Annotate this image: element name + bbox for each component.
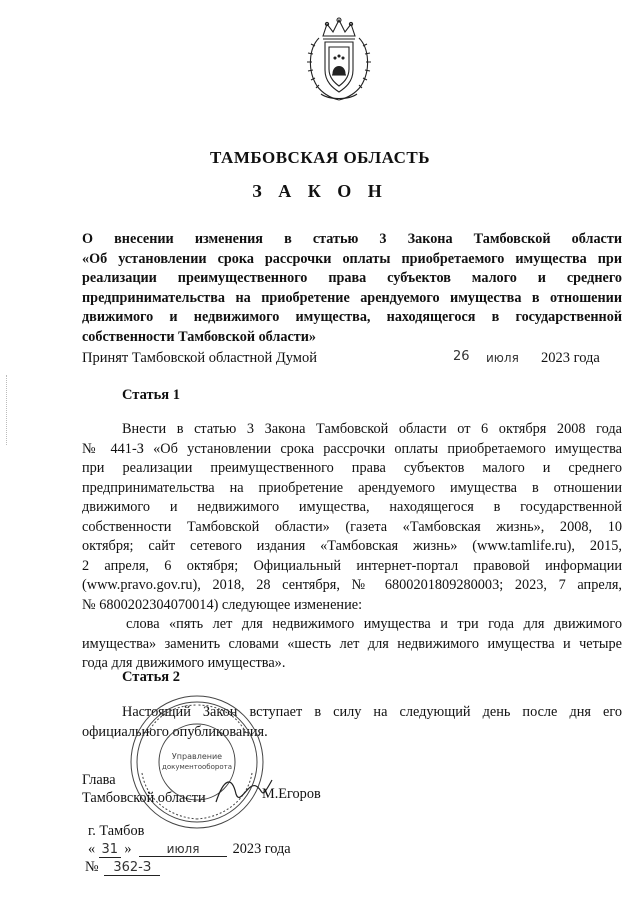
signing-date — [88, 841, 291, 858]
title-line: О внесении изменения в статью 3 Закона Тамбовской области — [82, 231, 622, 247]
change-line: имущества» заменить словами «шесть лет для недвижимого имущества и четыре — [82, 635, 622, 652]
body-line: при реализации преимущественного права субъектов малого и среднего — [82, 460, 622, 476]
title-line: «Об установлении срока рассрочки оплаты приобретаемого имущества при — [82, 250, 622, 267]
article-1-heading: Статья 1 — [122, 387, 180, 403]
body-line: Настоящий Закон вступает в силу на следующий день после дня его — [122, 704, 622, 720]
document-type-heading: З А К О Н — [252, 181, 388, 201]
body-line: собственности Тамбовской области» (газета «Тамбовская жизнь», 2008, 10 — [82, 518, 622, 535]
margin-scan-marks — [6, 375, 11, 445]
coat-of-arms-emblem — [303, 14, 375, 104]
title-line: предпринимательства на приобретение арендуемого имущества в отношении — [82, 289, 622, 306]
body-line: движимого и недвижимого имущества, находящегося в государственной — [82, 499, 622, 515]
adoption-day: 26 — [453, 349, 470, 364]
law-title — [82, 230, 622, 348]
change-line: года для движимого имущества». — [82, 655, 286, 671]
article-1-body — [82, 420, 622, 674]
body-line: № 6800202304070014) следующее изменение: — [82, 596, 363, 613]
quote-close: » — [124, 841, 132, 857]
body-line: предпринимательства на приобретение арендуемого имущества в отношении — [82, 479, 622, 496]
adoption-month: июля — [486, 351, 519, 365]
city: г. Тамбов — [88, 823, 145, 839]
adoption-text: Принят Тамбовской областной Думой — [82, 350, 317, 366]
seal-center-line-2: документооборота — [162, 763, 232, 771]
number-prefix: № — [85, 859, 99, 875]
body-line: Внести в статью 3 Закона Тамбовской области от 6 октября 2008 года — [122, 421, 622, 437]
body-line: 2 апреля, 6 октября; Официальный интернет-портал правовой информации — [82, 557, 622, 574]
body-line: официального опубликования. — [82, 723, 268, 740]
round-seal-stamp — [128, 693, 266, 831]
signing-day: 31 — [99, 842, 121, 858]
law-number — [85, 859, 160, 876]
signatory-role-line-2: Тамбовской области — [82, 790, 206, 806]
signing-year: 2023 года — [232, 841, 291, 857]
body-line: октября; сайт сетевого издания «Тамбовская жизнь» (www.tamlife.ru), 2015, — [82, 538, 622, 554]
title-line: движимого и недвижимого имущества, находящегося в государственной — [82, 309, 622, 326]
title-line: реализации преимущественного права субъектов малого и среднего — [82, 270, 622, 287]
change-line: слова «пять лет для недвижимого имущества и три года для движимого — [126, 616, 622, 632]
region-heading: ТАМБОВСКАЯ ОБЛАСТЬ — [210, 148, 430, 167]
quote-open: « — [88, 841, 96, 857]
title-line: собственности Тамбовской области» — [82, 328, 317, 345]
signing-month: июля — [139, 842, 227, 857]
signatory-name: М.Егоров — [262, 786, 321, 802]
seal-center-line-1: Управление — [171, 752, 223, 761]
number-value: 362-З — [104, 860, 160, 876]
body-line: (www.pravo.gov.ru), 2018, 28 сентября, № 6800201809280003; 2023, 7 апреля, — [82, 577, 622, 593]
signatory-role-line-1: Глава — [82, 772, 116, 788]
body-line: № 441-З «Об установлении срока рассрочки оплаты приобретаемого имущества — [82, 440, 622, 457]
adoption-year: 2023 года — [541, 350, 600, 366]
article-2-heading: Статья 2 — [122, 669, 180, 685]
